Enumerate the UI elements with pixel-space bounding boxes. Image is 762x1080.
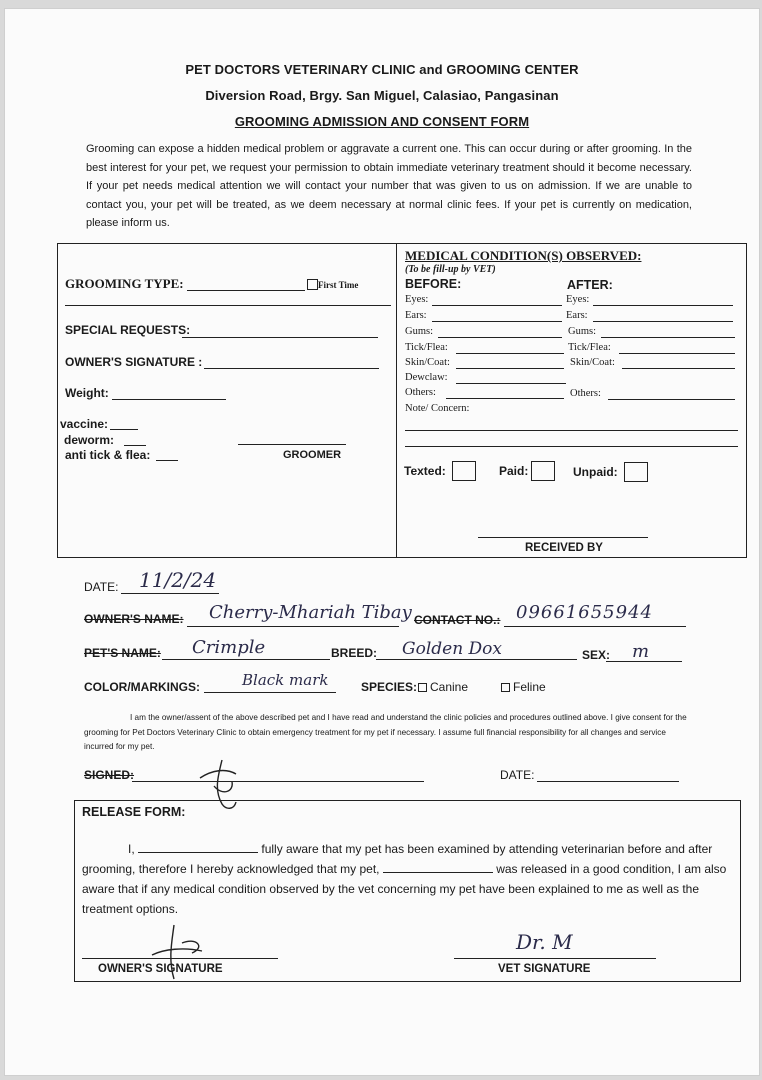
received-by-label: RECEIVED BY [525,542,603,554]
consent-date-field[interactable] [537,781,679,782]
owners-signature-label: OWNER'S SIGNATURE : [65,355,203,369]
clinic-name: PET DOCTORS VETERINARY CLINIC and GROOMING CENTER [185,62,579,77]
note-line-2[interactable] [405,446,738,447]
medical-condition-title: MEDICAL CONDITION(S) OBSERVED: [405,248,642,263]
consent-text: I am the owner/assent of the above described pet and I have read and understand the clinic policies and procedures outlined above. I give consent for the grooming for Pet Doctors Veterinary Clinic to obtain emergency treatment for my pet if necessary. I assume full financial responsibility for all changes and service incurred for my pet. [84,713,687,751]
before-gums-field[interactable] [438,337,562,338]
breed-label: BREED: [331,646,378,660]
grooming-type-line-2[interactable] [65,305,391,306]
before-tick-field[interactable] [456,353,564,354]
contact-label: CONTACT NO.: [414,613,501,627]
weight-label: Weight: [65,386,109,400]
vet-fill-note: (To be fill-up by VET) [405,264,496,275]
signed-field[interactable] [132,781,424,782]
color-markings-label: COLOR/MARKINGS: [84,680,200,694]
date-value: 11/2/24 [139,568,217,592]
after-gums-label: Gums: [568,326,597,337]
note-line-1[interactable] [405,430,738,431]
release-owner-name-field[interactable] [138,842,258,853]
before-dewclaw-field[interactable] [456,383,566,384]
paid-label: Paid: [499,464,529,478]
weight-field[interactable] [112,399,226,400]
date-field[interactable] [121,593,219,594]
owner-name-field[interactable] [187,626,399,627]
color-markings-value: Black mark [242,671,329,689]
form-sheet [4,8,760,1076]
anti-tick-field[interactable] [156,460,178,461]
grooming-type-field[interactable] [187,290,305,291]
before-eyes-field[interactable] [432,305,562,306]
before-gums-label: Gums: [405,326,434,337]
deworm-field[interactable] [124,445,146,446]
feline-checkbox[interactable] [501,683,510,692]
before-header: BEFORE: [405,277,462,291]
deworm-label: deworm: [64,433,115,447]
first-time-label: First Time [318,280,359,290]
contact-field[interactable] [504,626,686,627]
groomer-signature-line[interactable] [238,444,346,445]
special-requests-field[interactable] [182,337,378,338]
vaccine-label: vaccine: [60,417,109,431]
after-ears-label: Ears: [566,310,588,321]
after-header: AFTER: [567,278,613,292]
release-form-title: RELEASE FORM: [82,805,186,819]
owner-name-label: OWNER'S NAME: [84,612,184,626]
pet-name-field[interactable] [162,659,330,660]
after-eyes-label: Eyes: [566,294,590,305]
release-i-label: I, [128,842,135,856]
special-requests-label: SPECIAL REQUESTS: [65,323,191,337]
table-divider [396,243,397,557]
release-owner-scribble [144,923,214,983]
after-others-label: Others: [570,388,601,399]
texted-checkbox[interactable] [452,461,476,481]
release-text-2: was released in a good condition, I am also aware that if any medical condition observed by the vet concerning my pet have been explained to me as well as the treatment options. [82,862,727,916]
paid-checkbox[interactable] [531,461,555,481]
pet-name-label: PET'S NAME: [84,646,161,660]
before-dewclaw-label: Dewclaw: [405,372,448,383]
intro-paragraph: Grooming can expose a hidden medical problem or aggravate a current one. This can occur during or after grooming. In the best interest for your pet, we request your permission to obtain immediate veterinary treatment should it become necessary. If your pet needs medical attention we will contact your number that was given to us on admission. If we are unable to contact you, your pet will be treated, as we deem necessary at normal clinic fees. If your pet is currently on medication, please inform us. [86,143,692,229]
sex-label: SEX: [582,648,611,662]
before-ears-field[interactable] [432,321,562,322]
after-ears-field[interactable] [593,321,733,322]
grooming-type-label: GROOMING TYPE: [65,276,184,291]
canine-checkbox[interactable] [418,683,427,692]
vet-signature-value: Dr. M [516,930,573,954]
species-label: SPECIES: [361,680,418,694]
form-title: GROOMING ADMISSION AND CONSENT FORM [234,114,530,129]
received-by-line[interactable] [478,537,648,538]
after-others-field[interactable] [608,399,735,400]
date-label: DATE: [84,580,119,594]
before-tick-label: Tick/Flea: [405,342,448,353]
release-pet-name-field[interactable] [383,862,493,873]
vet-signature-line[interactable] [454,958,656,959]
note-concern-label: Note/ Concern: [405,403,470,414]
vet-signature-label: VET SIGNATURE [498,963,591,975]
before-skin-field[interactable] [456,368,564,369]
contact-value: 09661655944 [516,602,653,623]
unpaid-label: Unpaid: [573,465,618,479]
breed-field[interactable] [376,659,577,660]
feline-label: Feline [513,680,546,694]
first-time-checkbox[interactable] [307,279,318,290]
after-gums-field[interactable] [601,337,735,338]
owner-name-value: Cherry-Mhariah Tibay [209,602,412,623]
pet-name-value: Crimple [192,637,266,658]
after-tick-label: Tick/Flea: [568,342,611,353]
vaccine-field[interactable] [110,429,138,430]
before-ears-label: Ears: [405,310,427,321]
signed-label: SIGNED: [84,768,135,782]
after-skin-label: Skin/Coat: [570,357,615,368]
before-skin-label: Skin/Coat: [405,357,450,368]
after-eyes-field[interactable] [593,305,733,306]
clinic-address: Diversion Road, Brgy. San Miguel, Calasiao, Pangasinan [205,88,559,103]
unpaid-checkbox[interactable] [624,462,648,482]
consent-date-label: DATE: [500,768,535,782]
sex-value: m [632,641,650,662]
owners-signature-field[interactable] [204,368,379,369]
release-text-1: fully aware that my pet has been examined by attending veterinarian before and after grooming, therefore I hereby acknowledged that my pet, [82,842,713,876]
color-markings-field[interactable] [204,692,336,693]
release-paragraph [82,839,733,919]
groomer-label: GROOMER [283,449,342,461]
after-skin-field[interactable] [622,368,735,369]
canine-label: Canine [430,680,469,694]
release-owner-signature-label: OWNER'S SIGNATURE [98,963,223,975]
breed-value: Golden Dox [402,639,502,659]
anti-tick-label: anti tick & flea: [65,448,151,462]
before-others-field[interactable] [446,398,564,399]
before-eyes-label: Eyes: [405,294,429,305]
after-tick-field[interactable] [619,353,735,354]
before-others-label: Others: [405,387,436,398]
texted-label: Texted: [404,464,446,478]
